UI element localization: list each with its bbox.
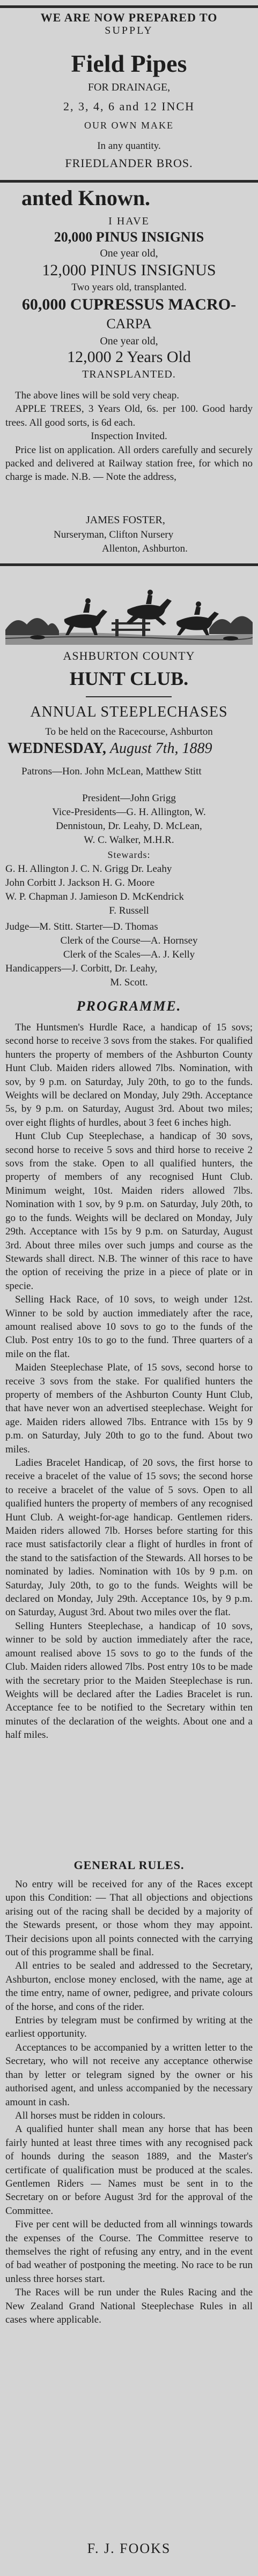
rule-6: A qualified hunter shall mean any horse that has been fairly hunted at least three times with any recognised pack of hounds during the season 1889, and the Master's certificate of qualification must be produced at the scales. Gentlemen Riders — Names must be sent in to the Secretary on or before August 3rd for the approval of the Committee.: [5, 2123, 253, 2217]
ad3-vp1: Vice-Presidents—G. H. Allington, W.: [52, 807, 206, 818]
ad2-place: Allenton, Ashburton.: [102, 543, 188, 554]
ad2-role: Nurseryman, Clifton Nursery: [54, 529, 174, 540]
rule-3: Entries by telegram must be confirmed by writing at the earliest opportunity.: [5, 2015, 253, 2040]
rule-2: All entries to be sealed and addressed to the Secretary, Ashburton, enclose money enclosed, with the name, age at the time entry, name of owner, pedigree, and private colours of the horse, and cons of the rider.: [5, 1960, 253, 2013]
ad2-l2: One year old,: [100, 247, 158, 259]
ad1-line2: SUPPLY: [105, 25, 153, 36]
rule-2: [0, 180, 258, 183]
ad3-signature: F. J. FOOKS: [87, 2541, 171, 2556]
rule-7: Five per cent will be deducted from all winnings towards the expenses of the Course. The Committee reserve to themselves the right of refusing any entry, and in the event of bad weather of postponing the meeting. No race to be run unless three horses start.: [5, 2219, 253, 2285]
ad2-have: I HAVE: [108, 215, 150, 227]
ad2-l3: 12,000 PINUS INSIGNUS: [42, 261, 216, 279]
race-6: Selling Hunters Steeplechase, a handicap of 10 sovs, winner to be sold by auction immediately after the race, amount realised above 15 sovs to go to the funds of the Club. Maiden riders allowed 7lbs. Post entry 10s to be made with the secretary prior to the Maiden Steeplechase is run. Weights will be declared after the Ladies Bracelet is run. Acceptance fee to be notified to the Secretary within ten minutes of the declaration of the weights. About one and a half miles.: [5, 1620, 253, 1741]
race-1: The Huntsmen's Hurdle Race, a handicap of 15 sovs; second horse to receive 3 sovs from the stakes. For qualified hunters the property of members of the Ashburton County Hunt Club. Maiden riders allowed 7lbs. Nomination, with sov, by 9 p.m. on Saturday, July 20th, to go to the funds. Weights will be declared on Monday, July 29th. Acceptance 5s, by 9 p.m. on Saturday, August 3rd. About two miles; over eight flights of hurdles, about 3 feet 6 inches high.: [5, 1022, 253, 1128]
ad3-scales: Clerk of the Scales—A. J. Kelly: [63, 949, 195, 960]
ad1-firm: FRIEDLANDER BROS.: [65, 156, 193, 170]
ad2-l1: 20,000 PINUS INSIGNIS: [54, 229, 204, 245]
ad1-sub: FOR DRAINAGE,: [87, 81, 171, 93]
ad2-p3: Inspection Invited.: [91, 431, 167, 442]
ad3-stewards-heading: Stewards:: [107, 849, 151, 860]
ad3-l2: HUNT CLUB.: [69, 668, 189, 689]
ad3-st3: W. P. Chapman J. Jamieson D. McKendrick: [5, 891, 184, 902]
rule-8: The Races will be run under the Rules Racing and the New Zealand Grand National Steeplechase Rules in all cases where applicable.: [5, 2287, 253, 2325]
ad3-l1: ASHBURTON COUNTY: [63, 649, 195, 662]
ad3-st2: John Corbitt J. Jackson H. G. Moore: [5, 877, 155, 888]
ad2-p4: Price list on application. All orders carefully and securely packed and delivered at Railway station free, for which no charge is made. N.B. — Note the address,: [5, 444, 253, 483]
ad2-p1: The above lines will be sold very cheap.: [15, 390, 180, 401]
ad3-judge: Judge—M. Stitt. Starter—D. Thomas: [5, 921, 158, 932]
ad2-p2: APPLE TREES, 3 Years Old, 6s. per 100. Good hardy trees. All good sorts, is 6d each.: [5, 403, 253, 428]
race-2: Hunt Club Cup Steeplechase, a handicap of 30 sovs, second horse to receive 5 sovs and third horse to receive 2 sovs from the stake. Open to all qualified hunters, the property of members of any recognised Hunt Club. Minimum weight, 10st. Maiden riders allowed 7lbs. Nomination with 1 sov, by 9 p.m. on Saturday, July 20th, to go to the funds. Weights will be declared on Monday, July 29th. Acceptance with 15s by 9 p.m. on Saturday, August 3rd. About three miles over such jumps and course as the Stewards shall direct. N.B. The winner of this race to have the option of receiving the prize in a piece of plate or in specie.: [5, 1131, 253, 1292]
ad3-vp3: W. C. Walker, M.H.R.: [84, 834, 174, 846]
race-5: Ladies Bracelet Handicap, of 20 sovs, the first horse to receive a bracelet of the value of 15 sovs; the second horse to receive a bracelet of the value of 5 sovs. Open to all qualified hunters the property of members of any recognised Hunt Club. A weight-for-age handicap. Gentlemen riders. Maiden riders allowed 7lb. Horses before starting for this race must satisfactorily clear a flight of hurdles in front of the stand to the satisfaction of the Stewards. All horses to be nominated by ladies. Nomination with 10s by 9 p.m. on Saturday, July 20th, to go to the funds. Weights will be declared on Monday, July 29th. Acceptance 10s, by 9 p.m. on Saturday, August 3rd. About two miles over the flat.: [5, 1457, 253, 1618]
rule-3: [0, 563, 258, 566]
ad2-l4: Two years old, transplanted.: [71, 282, 187, 293]
ad3-day: WEDNESDAY,: [8, 740, 106, 757]
ad2-l8: 12,000 2 Years Old: [67, 348, 191, 366]
ad2-body: [5, 389, 253, 484]
ad3-handicappers-1: Handicappers—J. Corbitt, Dr. Leahy,: [5, 963, 158, 974]
ad3-rules-heading: GENERAL RULES.: [73, 1858, 185, 1872]
ad1-title: Field Pipes: [71, 50, 187, 77]
race-3: Selling Hack Race, of 10 sovs, to weigh under 12st. Winner to be sold by auction immediately after the race, amount realised above 10 sovs to go to the funds of the Club. Post entry 10s to go to the fund. Three quarters of a mile on the flat.: [5, 1294, 253, 1360]
ad3-date: August 7th, 1889: [109, 740, 212, 757]
ad1-sizes: 2, 3, 4, 6 and 12 INCH: [63, 100, 195, 113]
ad3-rules: [5, 1878, 253, 2326]
rule-1: No entry will be received for any of the Races except upon this Condition: — That all objections and objections arising out of the racing shall be decided by a majority of the Stewards present, or those whom they may appoint. Their decisions upon all points connected with the carrying out of this programme shall be final.: [5, 1879, 253, 1959]
ad3-st1: G. H. Allington J. C. N. Grigg Dr. Leahy: [5, 863, 172, 875]
ad3-clerk: Clerk of the Course—A. Hornsey: [60, 935, 198, 946]
ad3-races: [5, 1021, 253, 1742]
ad3-divider-1: [86, 696, 172, 697]
ad2-title: anted Known.: [21, 186, 151, 210]
ad2-l5: 60,000 CUPRESSUS MACRO-: [21, 296, 237, 313]
ad2-l9: TRANSPLANTED.: [82, 368, 176, 380]
ad3-l4: To be held on the Racecourse, Ashburton: [45, 726, 213, 737]
ad3-programme: PROGRAMME.: [76, 998, 182, 1014]
ad3-st4: F. Russell: [109, 905, 149, 916]
ad3-handicappers-2: M. Scott.: [110, 977, 148, 988]
ad2-l7: One year old,: [100, 335, 158, 347]
ad3-president: President—John Grigg: [82, 793, 176, 804]
ad2-l6: CARPA: [106, 316, 152, 332]
rule-5: All horses must be ridden in colours.: [15, 2110, 166, 2121]
ad1-qty: In any quantity.: [97, 140, 161, 152]
ad3-vp2: Dennistoun, Dr. Leahy, D. McLean,: [56, 820, 202, 832]
rule-4: Acceptances to be accompanied by a written letter to the Secretary, who will not receive any acceptance otherwise than by letter or telegram signed by the owner or his authorised agent, and unless accompanied by the necessary amount in cash.: [5, 2042, 253, 2108]
ad3-date-line: [8, 740, 253, 757]
top-rule: [0, 5, 258, 8]
ad3-patrons: Patrons—Hon. John McLean, Matthew Stitt: [21, 766, 202, 777]
ad1-line1: WE ARE NOW PREPARED TO: [40, 11, 218, 24]
ad3-l3: ANNUAL STEEPLECHASES: [30, 704, 228, 720]
ad1-own: OUR OWN MAKE: [84, 120, 174, 131]
ad2-name: JAMES FOSTER,: [86, 514, 165, 526]
hunt-scene-illustration: [5, 582, 253, 645]
race-4: Maiden Steeplechase Plate, of 15 sovs, second horse to receive 3 sovs from the stake. For qualified hunters the property of members of the Ashburton County Hunt Club, that have never won an advertised steeplechase. Weight for age. Maiden riders allowed 7lbs. Entrance with 15s by 9 p.m. on Saturday, July 20th to go to the fund. About two miles.: [5, 1362, 253, 1455]
